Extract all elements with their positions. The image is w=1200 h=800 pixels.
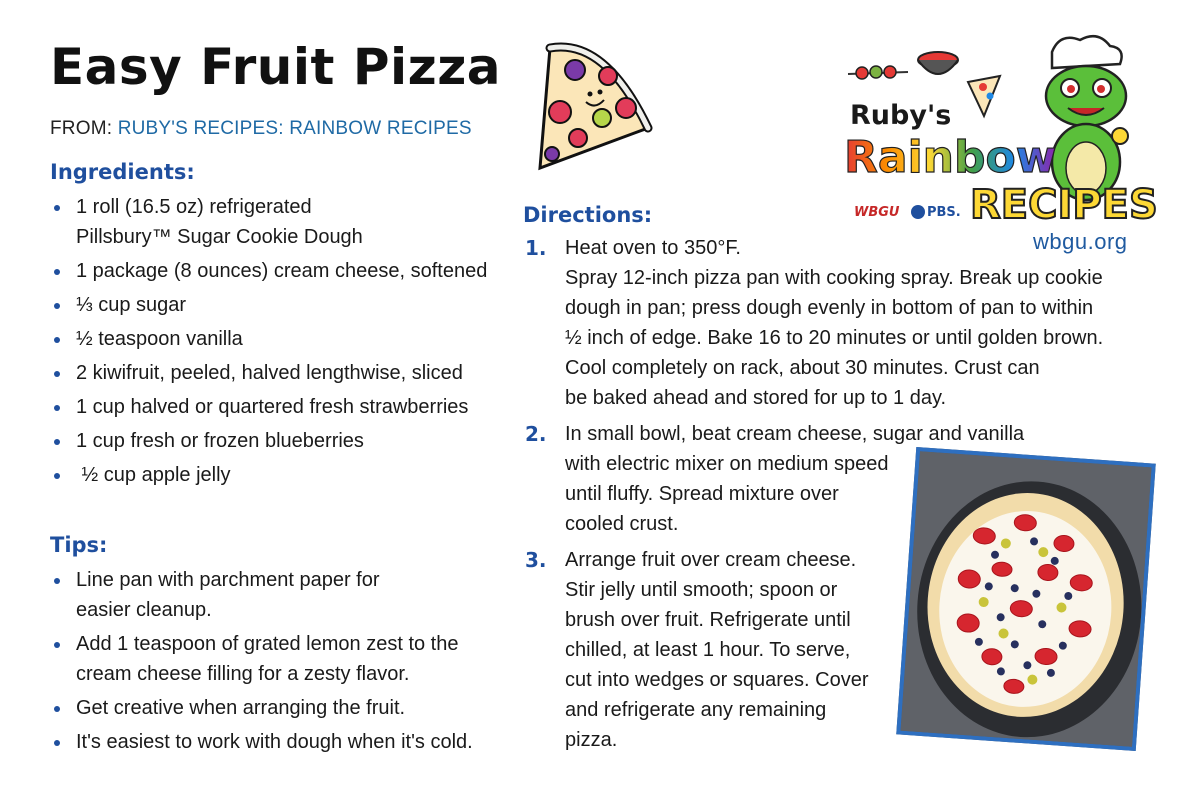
- ingredient-item: ½ teaspoon vanilla: [50, 324, 510, 354]
- website-link[interactable]: wbgu.org: [1033, 229, 1128, 254]
- recipe-title: Easy Fruit Pizza: [50, 38, 502, 96]
- ingredient-item: 1 package (8 ounces) cream cheese, softened: [50, 256, 510, 286]
- tip-item: Add 1 teaspoon of grated lemon zest to the cream cheese filling for a zesty flavor.: [50, 629, 510, 689]
- ingredient-item: 1 roll (16.5 oz) refrigerated Pillsbury™ Sugar Cookie Dough: [50, 192, 510, 252]
- rubys-rainbow-recipes-logo: [840, 32, 1160, 232]
- logo-network-text: PBS.: [927, 205, 961, 220]
- fruit-pizza-photo: [896, 447, 1156, 751]
- logo-station-text: WBGU: [854, 205, 900, 220]
- tip-item: Get creative when arranging the fruit.: [50, 693, 510, 723]
- directions-heading: Directions:: [523, 203, 653, 227]
- ingredients-section: [50, 160, 510, 494]
- ingredient-item: 1 cup fresh or frozen blueberries: [50, 426, 510, 456]
- ingredient-item: ½ cup apple jelly: [50, 460, 510, 490]
- step-text: In small bowl, beat cream cheese, sugar and vanilla with electric mixer on medium speed until fluffy. Spread mixture over cooled crust.: [565, 423, 1025, 535]
- step-number: 3.: [525, 548, 547, 572]
- tip-item: It's easiest to work with dough when it's cold.: [50, 727, 510, 757]
- logo-recipes-text: RECIPES: [970, 182, 1158, 228]
- tips-section: [50, 533, 510, 761]
- ingredients-heading: Ingredients:: [50, 160, 195, 184]
- source-name: RUBY'S RECIPES: RAINBOW RECIPES: [117, 118, 472, 139]
- logo-rainbow-text: Rainbow: [844, 132, 1057, 183]
- pizza-slice-icon: [520, 30, 660, 180]
- ingredients-list: [50, 192, 510, 490]
- step-text: Arrange fruit over cream cheese. Stir jelly until smooth; spoon or brush over fruit. Refrigerate until chilled, at least 1 hour. To serve, cut into wedges or squares. Cover and refrigerate any remaining pizza.: [565, 549, 869, 751]
- direction-step: [523, 233, 1153, 413]
- ingredient-item: 2 kiwifruit, peeled, halved lengthwise, sliced: [50, 358, 510, 388]
- tips-heading: Tips:: [50, 533, 108, 557]
- ingredient-item: ⅓ cup sugar: [50, 290, 510, 320]
- ingredient-item: 1 cup halved or quartered fresh strawberries: [50, 392, 510, 422]
- recipe-source: [50, 118, 472, 140]
- tip-item: Line pan with parchment paper for easier cleanup.: [50, 565, 510, 625]
- from-label: FROM:: [50, 118, 118, 139]
- tips-list: [50, 565, 510, 757]
- step-number: 1.: [525, 236, 547, 260]
- logo-ruby-text: Ruby's: [850, 100, 952, 131]
- step-text: Heat oven to 350°F. Spray 12-inch pizza pan with cooking spray. Break up cookie dough in pan; press dough evenly in bottom of pan to within ½ inch of edge. Bake 16 to 20 minutes or until golden brown. Cool completely on rack, about 30 minutes. Crust can be baked ahead and stored for up to 1 day.: [565, 237, 1104, 409]
- step-number: 2.: [525, 422, 547, 446]
